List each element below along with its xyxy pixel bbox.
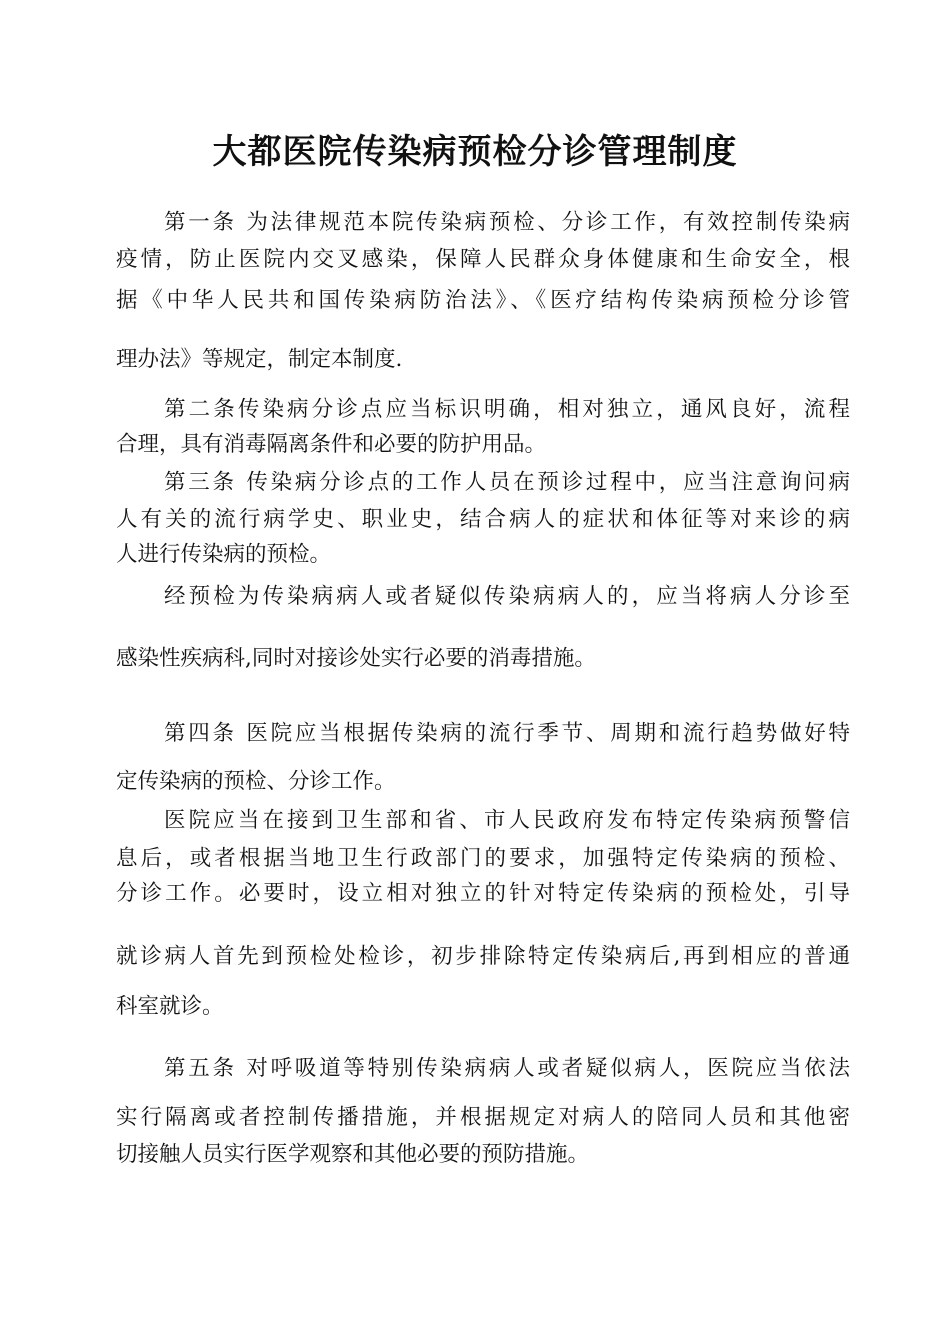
article-4-para-2-line-5: 科室就诊。 [116,994,224,1019]
page-title: 大都医院传染病预检分诊管理制度 [212,132,738,172]
article-2-line-1: 第二条传染病分诊点应当标识明确，相对独立，通风良好，流程 [164,397,850,422]
article-1-line-1: 第一条 为法律规范本院传染病预检、分诊工作，有效控制传染病 [164,210,850,235]
article-3-para-2-line-2: 感染性疾病科,同时对接诊处实行必要的消毒措施。 [116,646,596,671]
article-1-line-2: 疫情，防止医院内交叉感染，保障人民群众身体健康和生命安全，根 [116,247,850,272]
article-3-line-3: 人进行传染病的预检。 [116,542,332,567]
article-3-line-1: 第三条 传染病分诊点的工作人员在预诊过程中，应当注意询问病 [164,470,850,495]
article-4-para-2-line-1: 医院应当在接到卫生部和省、市人民政府发布特定传染病预警信 [164,808,850,833]
article-4-para-2-line-2: 息后，或者根据当地卫生行政部门的要求，加强特定传染病的预检、 [116,846,850,871]
article-4-para-2-line-4: 就诊病人首先到预检处检诊，初步排除特定传染病后,再到相应的普通 [116,944,850,969]
article-4-line-2: 定传染病的预检、分诊工作。 [116,769,396,794]
article-3-line-2: 人有关的流行病学史、职业史，结合病人的症状和体征等对来诊的病 [116,507,850,532]
article-1-line-3: 据《中华人民共和国传染病防治法》、《医疗结构传染病预检分诊管 [116,288,850,313]
article-3-para-2-line-1: 经预检为传染病病人或者疑似传染病病人的，应当将病人分诊至 [164,584,850,609]
article-2-line-2: 合理，具有消毒隔离条件和必要的防护用品。 [116,432,547,457]
article-4-line-1: 第四条 医院应当根据传染病的流行季节、周期和流行趋势做好特 [164,721,850,746]
article-4-para-2-line-3: 分诊工作。必要时，设立相对独立的针对特定传染病的预检处，引导 [116,881,850,906]
article-5-line-2: 实行隔离或者控制传播措施，并根据规定对病人的陪同人员和其他密 [116,1105,850,1130]
article-5-line-1: 第五条 对呼吸道等特别传染病病人或者疑似病人，医院应当依法 [164,1056,850,1081]
article-5-line-3: 切接触人员实行医学观察和其他必要的预防措施。 [116,1142,590,1167]
article-1-line-4: 理办法》等规定，制定本制度. [116,347,403,372]
